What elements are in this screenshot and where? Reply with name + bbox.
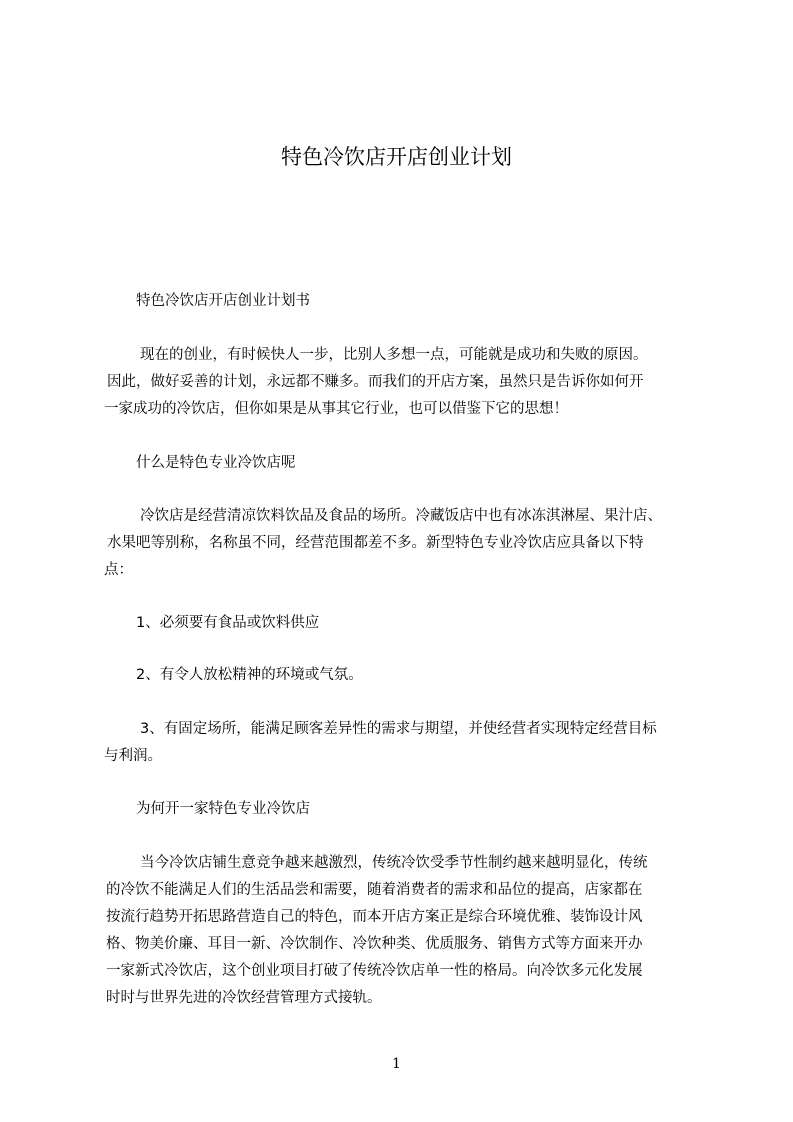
definition-paragraph <box>104 503 714 584</box>
definition-line: 冷饮店是经营清凉饮料饮品及食品的场所。冷藏饭店中也有冰冻淇淋屋、果汁店、 <box>140 508 662 524</box>
section-heading: 为何开一家特色专业冷饮店 <box>136 801 310 817</box>
heading-what <box>104 450 714 477</box>
list-item: 1、必须要有食品或饮料供应 <box>136 615 320 631</box>
list-item: 3、有固定场所，能满足顾客差异性的需求与期望，并使经营者实现特定经营目标 <box>140 721 657 737</box>
intro-line: 现在的创业，有时候快人一步，比别人多想一点，可能就是成功和失败的原因。 <box>140 347 648 363</box>
page-title: 特色冷饮店开店创业计划 <box>281 145 512 169</box>
intro-line: 因此，做好妥善的计划，永远都不赚多。而我们的开店方案，虽然只是告诉你如何开 <box>107 374 644 390</box>
why-line: 按流行趋势开拓思路营造自己的特色，而本开店方案正是综合环境优雅、装饰设计风 <box>106 909 643 925</box>
intro-paragraph <box>104 342 714 423</box>
subtitle-paragraph <box>104 288 714 315</box>
why-line: 一家新式冷饮店，这个创业项目打破了传统冷饮店单一性的格局。向冷饮多元化发展 <box>106 963 643 979</box>
why-paragraph <box>104 850 714 1012</box>
intro-line: 一家成功的冷饮店，但你如果是从事其它行业，也可以借鉴下它的思想！ <box>104 401 568 417</box>
definition-line: 水果吧等别称，名称虽不同，经营范围都差不多。新型特色专业冷饮店应具备以下特 <box>107 535 644 551</box>
list-item: 2、有令人放松精神的环境或气氛。 <box>136 667 363 683</box>
heading-why <box>104 796 714 823</box>
subtitle-line: 特色冷饮店开店创业计划书 <box>136 293 310 309</box>
why-line: 的冷饮不能满足人们的生活品尝和需要，随着消费者的需求和品位的提高，店家都在 <box>106 882 643 898</box>
list-item-continuation: 与利润。 <box>104 748 162 764</box>
why-line: 时时与世界先进的冷饮经营管理方式接轨。 <box>106 990 382 1006</box>
point-2-paragraph <box>104 662 714 689</box>
why-line: 当今冷饮店铺生意竞争越来越激烈，传统冷饮受季节性制约越来越明显化，传统 <box>140 855 648 871</box>
point-3-paragraph <box>104 716 714 770</box>
definition-line: 点： <box>104 562 133 578</box>
section-heading: 什么是特色专业冷饮店呢 <box>136 455 296 471</box>
why-line: 格、物美价廉、耳目一新、冷饮制作、冷饮种类、优质服务、销售方式等方面来开办 <box>106 936 643 952</box>
page-number: 1 <box>392 1056 401 1072</box>
point-1-paragraph <box>104 610 714 637</box>
